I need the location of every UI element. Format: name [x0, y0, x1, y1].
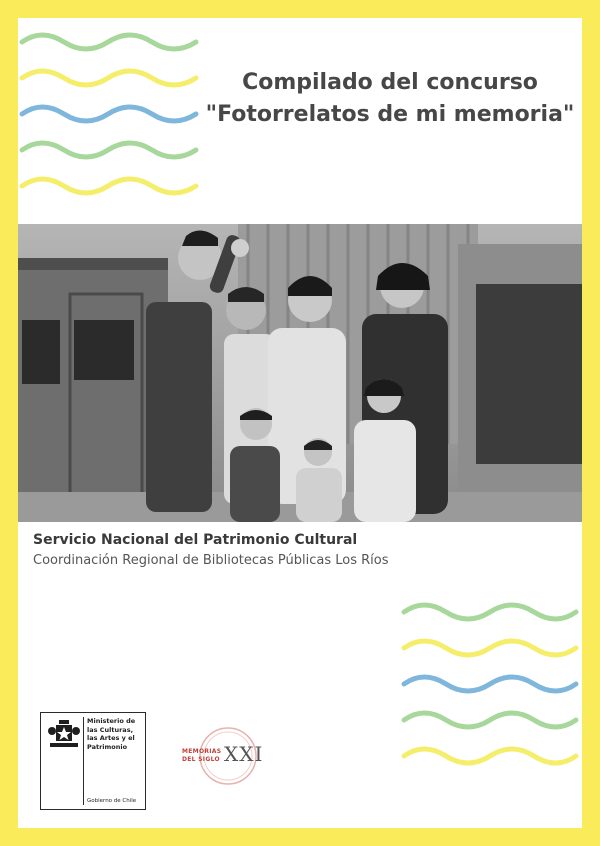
wave-line — [404, 749, 576, 763]
organization-subtitle: Coordinación Regional de Bibliotecas Públicas Los Ríos — [33, 553, 389, 568]
wave-line — [404, 641, 576, 655]
organization-name: Servicio Nacional del Patrimonio Cultural — [33, 532, 358, 548]
title-line-1: Compilado del concurso — [242, 70, 538, 95]
wave-line — [22, 179, 196, 193]
ministry-name: Ministerio de las Culturas, las Artes y el Patrimonio — [87, 717, 136, 751]
ministry-logo — [40, 712, 146, 810]
title-block — [200, 68, 580, 132]
government-label: Gobierno de Chile — [87, 798, 137, 804]
wave-line — [22, 71, 196, 85]
wave-line — [404, 713, 576, 727]
wave-line — [22, 143, 196, 157]
family-photo — [18, 224, 582, 522]
wave-line — [22, 107, 196, 121]
chile-coat-of-arms-icon — [47, 719, 81, 751]
decorative-waves-bottom — [400, 590, 580, 770]
memorias-roman: XXI — [224, 742, 264, 766]
title-line-2: "Fotorrelatos de mi memoria" — [205, 102, 575, 127]
memorias-line-1: MEMORIAS — [182, 748, 222, 755]
ministry-divider — [83, 717, 84, 805]
decorative-waves-top — [18, 20, 204, 200]
organization-block — [33, 530, 573, 572]
memorias-logo — [176, 720, 272, 790]
wave-line — [404, 677, 576, 691]
wave-line — [22, 35, 196, 49]
wave-line — [404, 605, 576, 619]
family-photo-icon — [18, 224, 582, 522]
memorias-line-2: DEL SIGLO — [182, 756, 220, 763]
